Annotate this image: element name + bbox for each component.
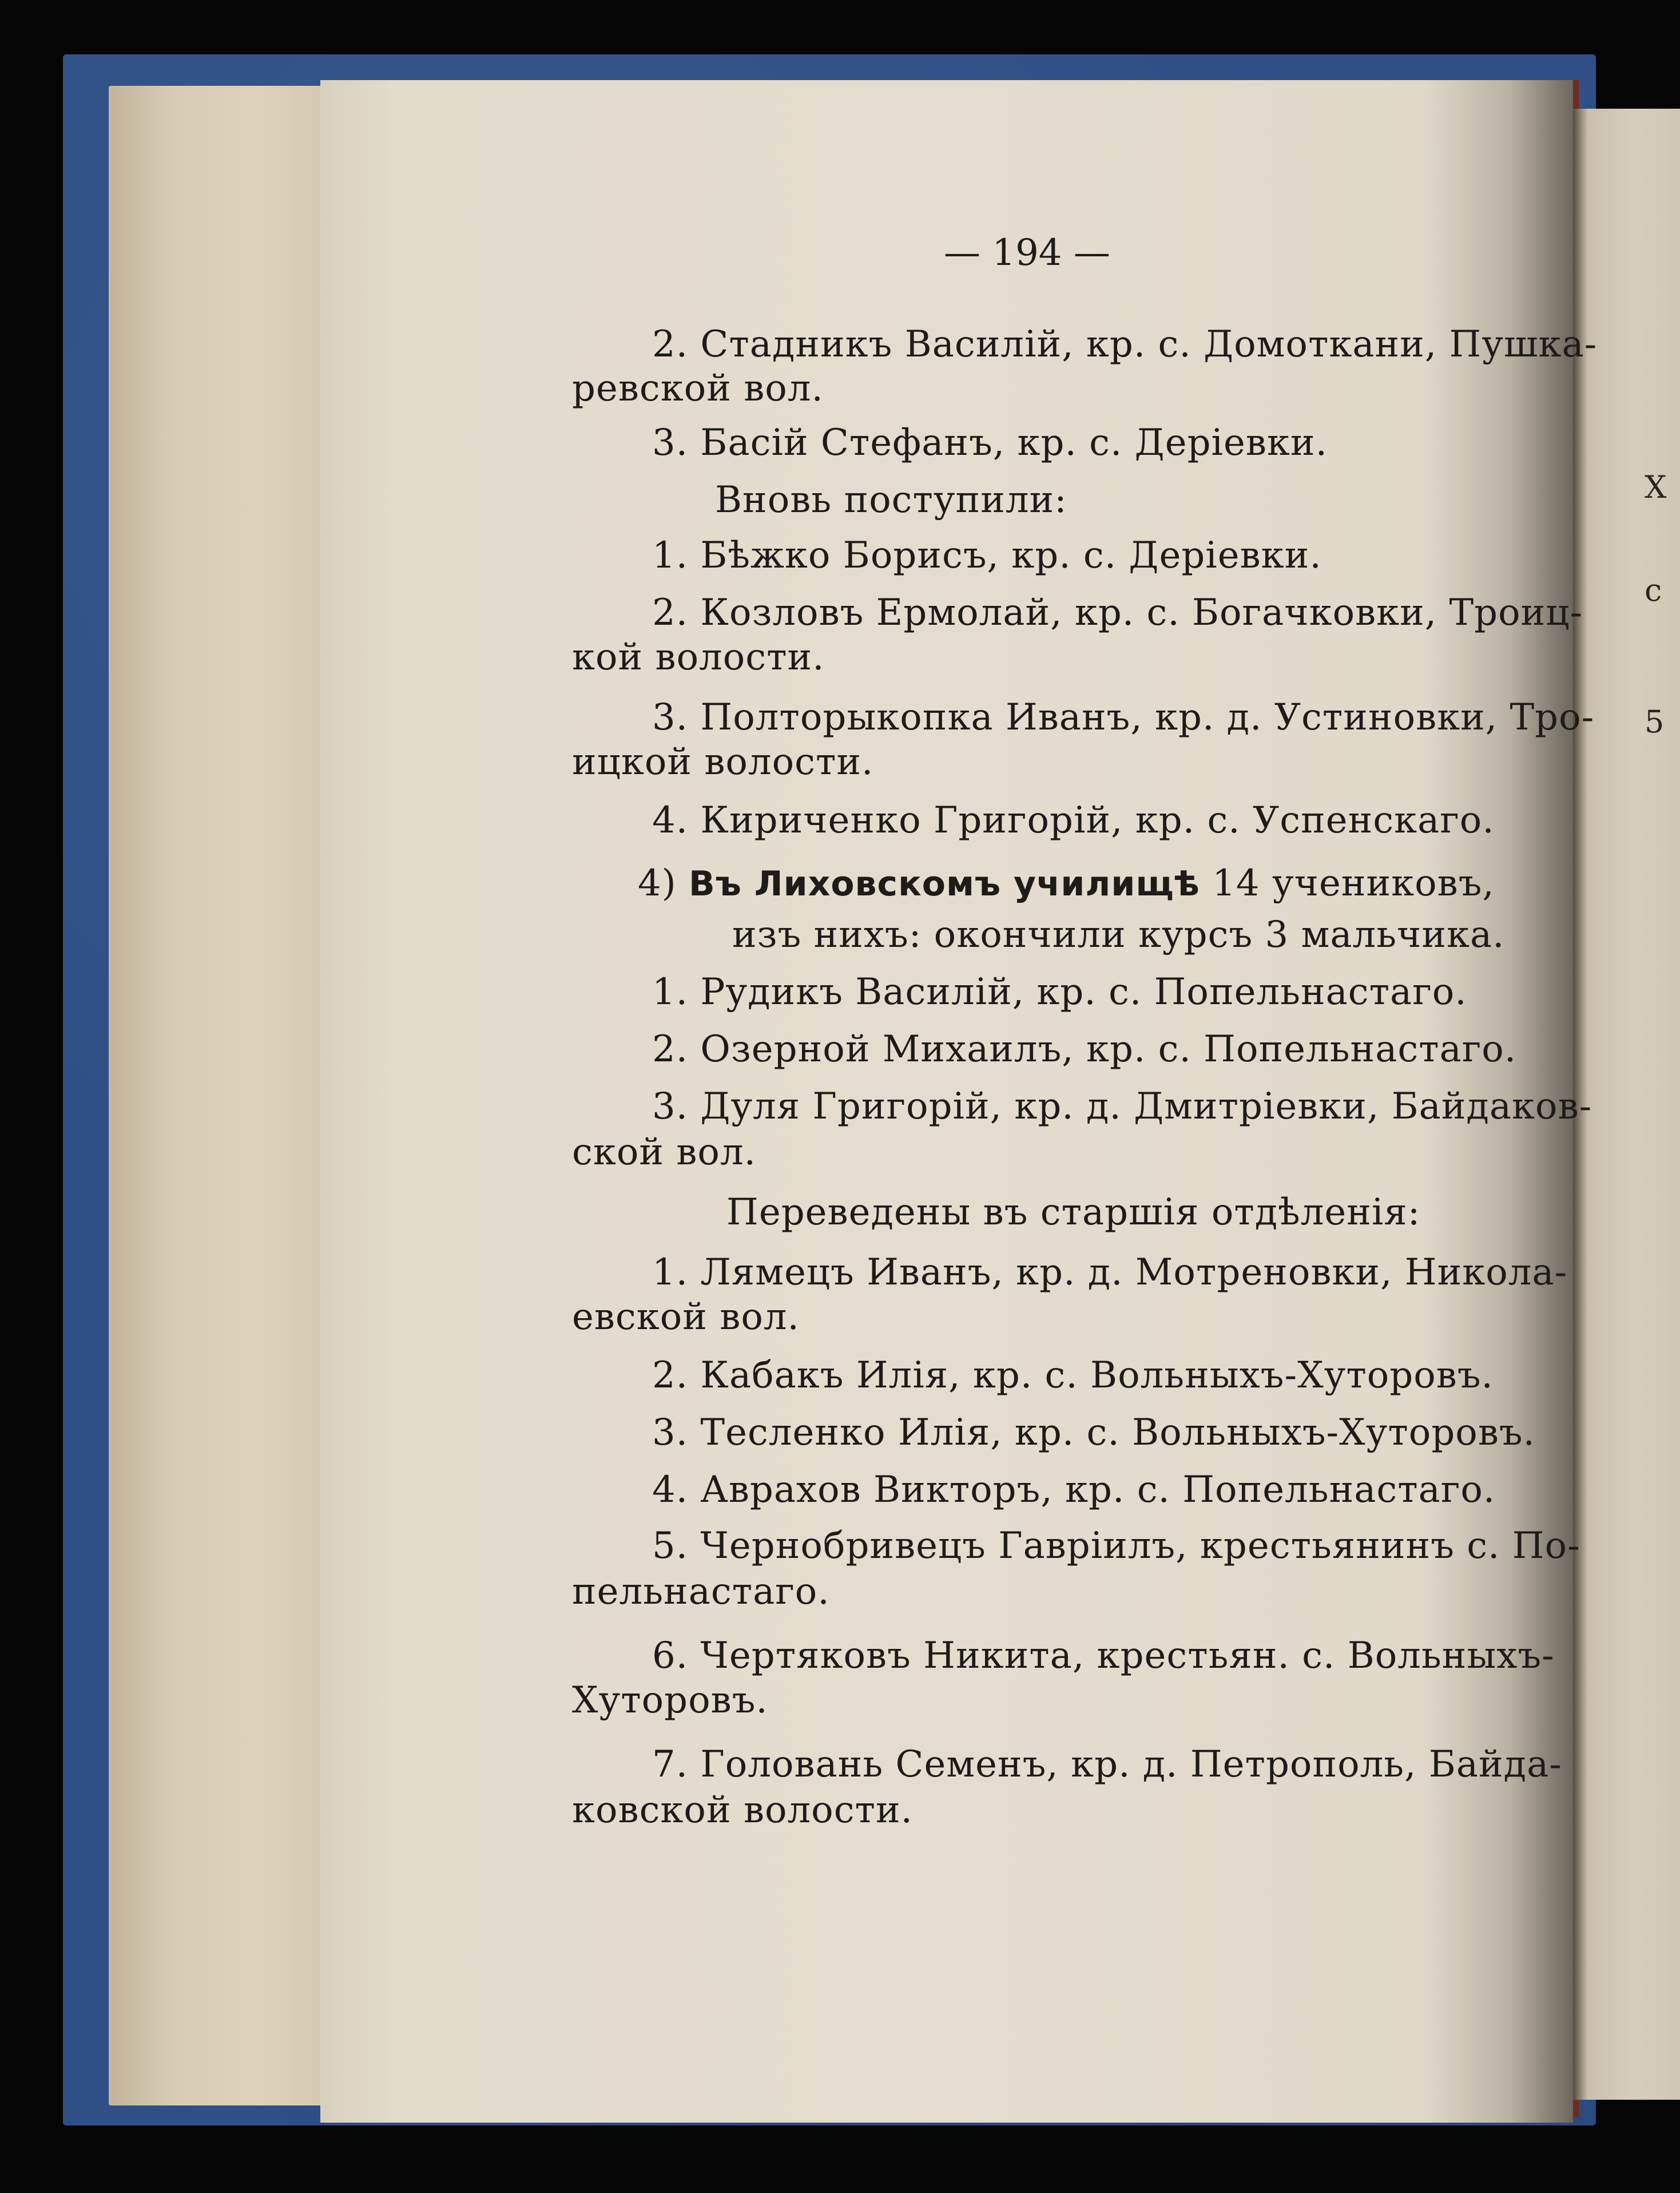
page-number: — 194 —: [944, 232, 1110, 274]
adjacent-page-letter: Х: [1645, 469, 1667, 505]
school-heading: [638, 858, 1582, 909]
text-line: евской вол.: [572, 1296, 800, 1338]
text-line: 3. Басій Стефанъ, кр. с. Деріевки.: [652, 422, 1328, 464]
text-line: пельнастаго.: [572, 1571, 830, 1613]
text-line: 3. Полторыкопка Иванъ, кр. д. Устиновки, Тро-: [652, 696, 1595, 739]
school-heading-count: 14 учениковъ,: [1200, 862, 1495, 905]
section-subheading: Переведены въ старшія отдѣленія:: [726, 1191, 1421, 1234]
text-line: 4. Кириченко Григорій, кр. с. Успенскаго.: [652, 799, 1495, 842]
text-line: 4. Аврахов Викторъ, кр. с. Попельнастаго.: [652, 1469, 1496, 1511]
text-line: кой волости.: [572, 636, 825, 679]
text-line: 2. Кабакъ Илія, кр. с. Вольныхъ-Хуторовъ.: [652, 1354, 1494, 1397]
school-heading-title: Въ Лиховскомъ училищѣ: [689, 864, 1200, 904]
text-line: 1. Рудикъ Василій, кр. с. Попельнастаго.: [652, 971, 1467, 1013]
page-stack-edge: [109, 86, 326, 2105]
text-line: 1. Лямецъ Иванъ, кр. д. Мотреновки, Никола-: [652, 1251, 1568, 1294]
text-line: 2. Стадникъ Василій, кр. с. Домоткани, Пушка-: [652, 323, 1598, 366]
text-line: Хуторовъ.: [572, 1679, 768, 1722]
adjacent-page-letter: с: [1645, 572, 1662, 608]
text-line: 1. Бѣжко Борисъ, кр. с. Деріевки.: [652, 534, 1322, 577]
adjacent-page-letter: 5: [1645, 704, 1665, 740]
text-line: 3. Дуля Григорій, кр. д. Дмитріевки, Байдаков-: [652, 1085, 1592, 1128]
section-subheading: Вновь поступили:: [715, 479, 1067, 521]
text-line: 5. Чернобривецъ Гавріилъ, крестьянинъ с. По-: [652, 1525, 1580, 1567]
text-line: 2. Козловъ Ермолай, кр. с. Богачковки, Троиц-: [652, 592, 1583, 634]
text-line: 3. Тесленко Илія, кр. с. Вольныхъ-Хуторовъ.: [652, 1411, 1535, 1454]
text-line: 7. Головань Семенъ, кр. д. Петрополь, Байда-: [652, 1743, 1562, 1786]
text-line: 6. Чертяковъ Никита, крестьян. с. Вольныхъ-: [652, 1635, 1555, 1677]
text-line: изъ нихъ: окончили курсъ 3 мальчика.: [732, 914, 1505, 956]
text-line: 2. Озерной Михаилъ, кр. с. Попельнастаго.: [652, 1028, 1517, 1070]
text-line: ской вол.: [572, 1131, 756, 1173]
text-line: ицкой волости.: [572, 741, 874, 783]
school-heading-number: 4): [638, 862, 689, 905]
text-line: ревской вол.: [572, 367, 824, 410]
text-line: ковской волости.: [572, 1789, 913, 1831]
